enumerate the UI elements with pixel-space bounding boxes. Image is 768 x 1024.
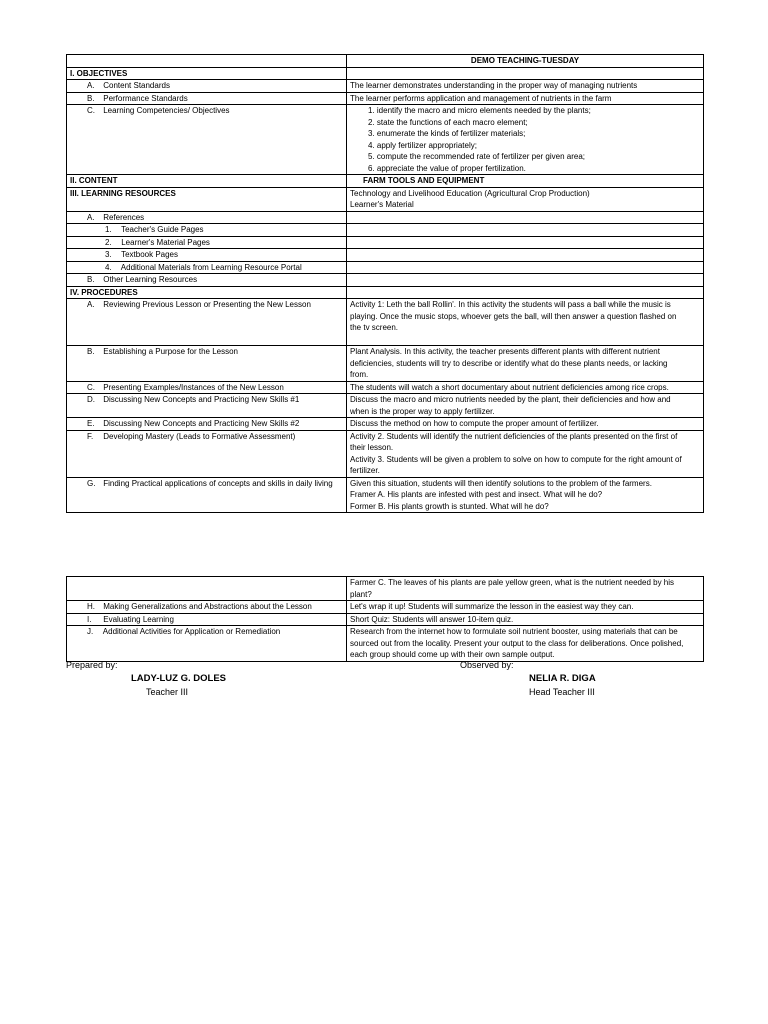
- procedures-heading: IV. PROCEDURES: [67, 286, 347, 299]
- procedure-text: Former B. His plants growth is stunted. What will he do?: [350, 501, 549, 511]
- row-label-cell: [67, 236, 347, 249]
- table-row: [67, 394, 704, 418]
- row-label-cell: [67, 224, 347, 237]
- item-marker: C.: [87, 106, 95, 115]
- table-row: [67, 418, 704, 431]
- resources-value-cell: [347, 187, 704, 211]
- table-row: [67, 381, 704, 394]
- procedure-text: Activity 1: Leth the ball Rollin'. In this activity the students will pass a ball while the music is: [350, 300, 671, 309]
- item-marker: 1.: [105, 225, 112, 234]
- item-marker: I.: [87, 614, 92, 624]
- list-item: 4. apply fertilizer appropriately;: [368, 140, 477, 150]
- procedure-text-cell: [347, 394, 704, 418]
- item-label: Establishing a Purpose for the Lesson: [103, 347, 238, 356]
- item-marker: C.: [87, 382, 95, 392]
- header-empty-cell: [67, 55, 347, 68]
- table-row: [67, 430, 704, 477]
- observer-title: Head Teacher III: [529, 687, 595, 697]
- table-row: [67, 477, 704, 513]
- list-item: 1. identify the macro and micro elements needed by the plants;: [368, 106, 591, 115]
- item-marker: A.: [87, 212, 95, 222]
- item-label: References: [103, 212, 145, 222]
- procedure-text: each group should come up with their own sample output.: [350, 650, 555, 659]
- row-label-cell: [67, 92, 347, 105]
- procedure-text: playing. Once the music stops, whoever gets the ball, will then answer a question flashed on: [350, 311, 677, 321]
- empty-cell: [347, 274, 704, 287]
- empty-cell: [347, 236, 704, 249]
- empty-cell: [347, 211, 704, 224]
- preparer-title: Teacher III: [146, 687, 189, 697]
- procedure-text: Discuss the method on how to compute the proper amount of fertilizer.: [350, 419, 599, 428]
- row-label-cell: [67, 274, 347, 287]
- procedure-text: Activity 3. Students will be given a problem to solve on how to compute for the right amount of: [350, 454, 682, 464]
- procedure-text-cell: [347, 613, 704, 626]
- content-row: [67, 175, 704, 188]
- table-row: [67, 261, 704, 274]
- competencies-list: [347, 105, 704, 175]
- resources-heading: III. LEARNING RESOURCES: [67, 187, 347, 211]
- item-marker: D.: [87, 395, 95, 404]
- item-marker: B.: [87, 275, 95, 284]
- page-title: DEMO TEACHING-TUESDAY: [347, 55, 704, 68]
- row-label-cell: [67, 394, 347, 418]
- empty-cell: [347, 224, 704, 237]
- table-row: [67, 236, 704, 249]
- list-item: 6. appreciate the value of proper fertilization.: [368, 163, 526, 173]
- content-heading: II. CONTENT: [67, 175, 347, 188]
- list-item: 5. compute the recommended rate of fertilizer per given area;: [368, 152, 585, 161]
- row-label-cell: [67, 261, 347, 274]
- procedure-text: Short Quiz: Students will answer 10-item quiz.: [350, 614, 514, 624]
- procedure-text: Given this situation, students will then identify solutions to the problem of the farmers.: [350, 478, 652, 488]
- row-label-cell: [67, 346, 347, 382]
- item-marker: F.: [87, 431, 94, 441]
- lesson-plan-table: [66, 54, 704, 513]
- table-row: [67, 346, 704, 382]
- row-label-cell: [67, 299, 347, 346]
- empty-cell: [347, 286, 704, 299]
- procedure-text: plant?: [350, 589, 372, 599]
- resources-value-line: Technology and Livelihood Education (Agricultural Crop Production): [350, 188, 590, 198]
- table-row: [67, 224, 704, 237]
- list-item: 3. enumerate the kinds of fertilizer materials;: [368, 129, 526, 138]
- table-row: [67, 577, 704, 601]
- content-value: FARM TOOLS AND EQUIPMENT: [347, 175, 704, 188]
- table-row: [67, 105, 704, 175]
- row-label-cell: [67, 626, 347, 662]
- item-label: Additional Materials from Learning Resource Portal: [120, 262, 302, 272]
- list-item: 2. state the functions of each macro element;: [368, 117, 528, 127]
- procedure-text-cell: [347, 577, 704, 601]
- procedure-text: from.: [350, 370, 369, 379]
- procedure-text: deficiencies, students will try to describe or identify what do these plants needs, or lacking: [350, 358, 668, 368]
- item-label: Learning Competencies/ Objectives: [103, 106, 230, 115]
- observed-by-label: Observed by:: [460, 660, 514, 670]
- procedure-text-cell: [347, 346, 704, 382]
- item-label: Discussing New Concepts and Practicing New Skills #2: [103, 419, 300, 428]
- item-label: Other Learning Resources: [103, 275, 198, 284]
- table-row: [67, 626, 704, 662]
- row-label-cell: [67, 430, 347, 477]
- table-row: [67, 613, 704, 626]
- row-label-cell: [67, 105, 347, 175]
- objectives-heading: I. OBJECTIVES: [67, 67, 347, 80]
- procedure-text: when is the proper way to apply fertilizer.: [350, 406, 495, 416]
- table-row: [67, 299, 704, 346]
- item-marker: 3.: [105, 250, 112, 259]
- procedure-text: Research from the internet how to formulate soil nutrient booster, using materials that can be: [350, 627, 678, 636]
- objectives-heading-row: [67, 67, 704, 80]
- preparer-name: LADY-LUZ G. DOLES: [131, 673, 226, 684]
- procedure-text-cell: [347, 626, 704, 662]
- item-marker: E.: [87, 419, 95, 428]
- item-label: Developing Mastery (Leads to Formative Assessment): [103, 431, 296, 441]
- procedure-text-cell: [347, 477, 704, 513]
- procedure-text: fertilizer.: [350, 466, 380, 475]
- observer-name: NELIA R. DIGA: [529, 673, 596, 684]
- row-label-cell: [67, 80, 347, 93]
- procedure-text-cell: [347, 601, 704, 614]
- table-row: [67, 274, 704, 287]
- item-label: Performance Standards: [103, 93, 188, 103]
- item-marker: 2.: [105, 237, 112, 247]
- item-marker: H.: [87, 602, 95, 611]
- procedure-text: Activity 2. Students will identify the nutrient deficiencies of the plants presented on the first of: [350, 431, 678, 441]
- row-label-cell: [67, 211, 347, 224]
- row-label-cell: [67, 249, 347, 262]
- prepared-by-label: Prepared by:: [66, 660, 118, 670]
- row-label-cell: [67, 601, 347, 614]
- table-row: [67, 249, 704, 262]
- resources-value-line: Learner's Material: [350, 200, 414, 209]
- procedure-text: Farmer C. The leaves of his plants are pale yellow green, what is the nutrient needed by his: [350, 578, 675, 587]
- row-label-cell: [67, 418, 347, 431]
- item-label: Presenting Examples/Instances of the New Lesson: [103, 382, 284, 392]
- lesson-plan-table-continued: [66, 576, 704, 662]
- item-label: Making Generalizations and Abstractions about the Lesson: [103, 602, 312, 611]
- procedure-text: The students will watch a short documentary about nutrient deficiencies among rice crops.: [350, 382, 669, 392]
- item-marker: A.: [87, 300, 95, 309]
- item-marker: J.: [87, 627, 94, 636]
- procedure-text-cell: [347, 430, 704, 477]
- empty-cell: [347, 261, 704, 274]
- item-marker: A.: [87, 81, 95, 90]
- empty-cell: [347, 67, 704, 80]
- empty-cell: [347, 249, 704, 262]
- item-label: Textbook Pages: [121, 250, 179, 259]
- procedure-text: their lesson.: [350, 443, 394, 452]
- item-marker: B.: [87, 93, 95, 103]
- item-label: Evaluating Learning: [103, 614, 174, 624]
- item-label: Content Standards: [103, 81, 170, 90]
- item-marker: B.: [87, 347, 95, 356]
- item-marker: G.: [87, 478, 96, 488]
- row-label-cell: [67, 477, 347, 513]
- table-row: [67, 92, 704, 105]
- procedure-text: Let's wrap it up! Students will summarize the lesson in the easiest way they can.: [350, 602, 634, 611]
- procedure-text: sourced out from the locality. Present your output to the class for deliberations. Once polished,: [350, 638, 684, 648]
- procedure-text-cell: [347, 381, 704, 394]
- item-value: The learner performs application and management of nutrients in the farm: [347, 92, 704, 105]
- item-label: Additional Activities for Application or Remediation: [102, 627, 281, 636]
- resources-row: [67, 187, 704, 211]
- procedure-text-cell: [347, 418, 704, 431]
- procedure-text: the tv screen.: [350, 323, 399, 332]
- item-value: The learner demonstrates understanding in the proper way of managing nutrients: [347, 80, 704, 93]
- procedure-text: Discuss the macro and micro nutrients needed by the plant, their deficiencies and how and: [350, 395, 671, 404]
- item-label: Reviewing Previous Lesson or Presenting the New Lesson: [103, 300, 311, 309]
- item-label: Discussing New Concepts and Practicing New Skills #1: [103, 395, 300, 404]
- item-label: Teacher's Guide Pages: [121, 225, 204, 234]
- table-header-row: [67, 55, 704, 68]
- row-label-cell: [67, 381, 347, 394]
- item-label: Finding Practical applications of concepts and skills in daily living: [103, 478, 333, 488]
- table-row: [67, 601, 704, 614]
- table-row: [67, 80, 704, 93]
- procedures-heading-row: [67, 286, 704, 299]
- row-label-cell: [67, 613, 347, 626]
- item-marker: 4.: [105, 262, 112, 272]
- empty-cell: [67, 577, 347, 601]
- item-label: Learner's Material Pages: [121, 237, 210, 247]
- procedure-text-cell: [347, 299, 704, 346]
- table-row: [67, 211, 704, 224]
- procedure-text: Plant Analysis. In this activity, the teacher presents different plants with different nutrient: [350, 347, 660, 356]
- procedure-text: Framer A. His plants are infested with pest and insect. What will he do?: [350, 490, 603, 499]
